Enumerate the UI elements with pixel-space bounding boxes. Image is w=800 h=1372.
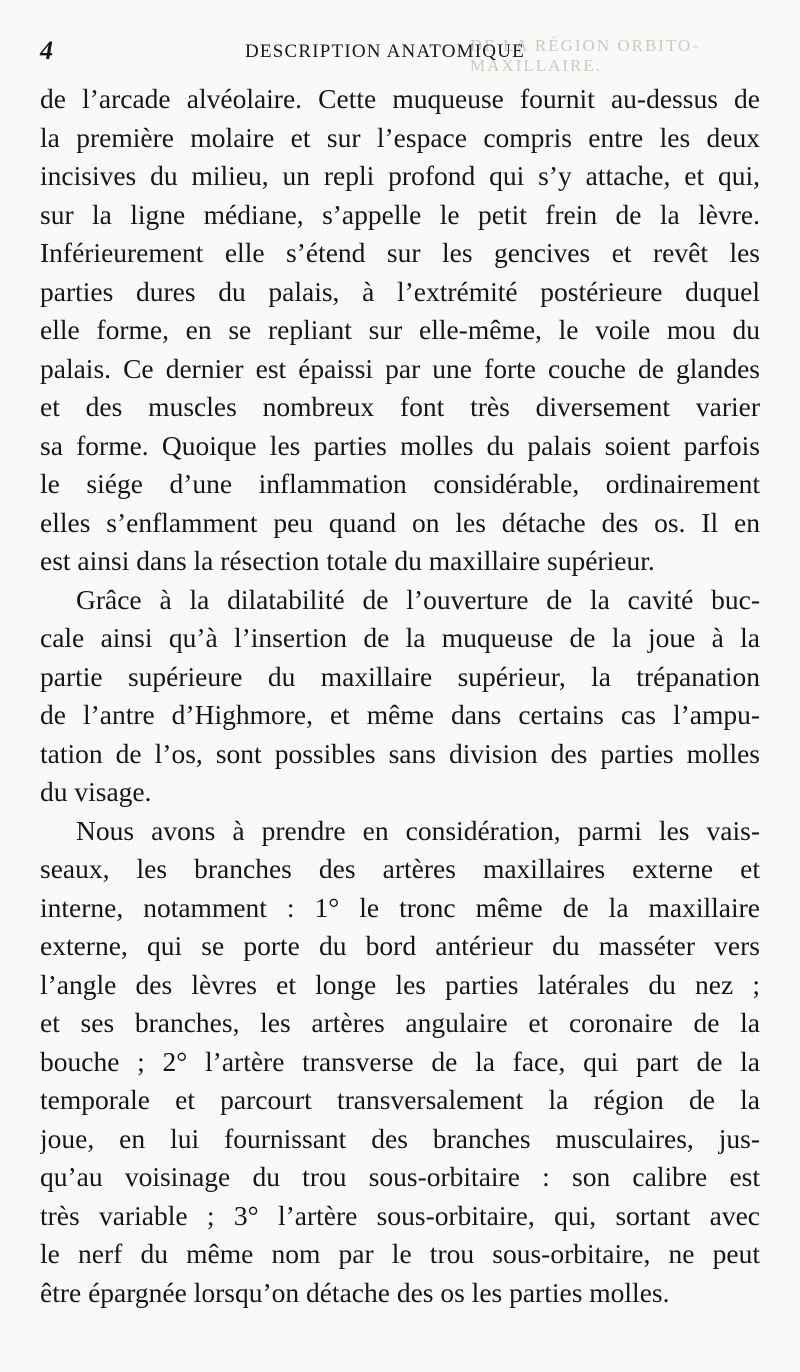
text-line: partie supérieure du maxillaire supérieur, la trépanation xyxy=(40,660,760,692)
text-line: palais. Ce dernier est épaissi par une forte couche de glandes xyxy=(40,352,760,384)
text-line: joue, en lui fournissant des branches musculaires, jus- xyxy=(40,1122,760,1154)
text-line: de l’arcade alvéolaire. Cette muqueuse fournit au-dessus de xyxy=(40,83,760,114)
paragraph-1 xyxy=(40,80,760,581)
text-line: très variable ; 3° l’artère sous-orbitaire, qui, sortant avec xyxy=(40,1199,760,1231)
text-line: temporale et parcourt transversalement la région de la xyxy=(40,1084,760,1115)
text-line: est ainsi dans la résection totale du maxillaire supérieur. xyxy=(40,545,655,576)
text-line: seaux, les branches des artères maxillaires externe et xyxy=(40,853,760,884)
text-line: elles s’enflamment peu quand on les détache des os. Il en xyxy=(40,506,760,538)
text-line: tation de l’os, sont possibles sans division des parties molles xyxy=(40,737,760,769)
text-line: être épargnée lorsqu’on détache des os les parties molles. xyxy=(40,1276,670,1308)
text-line: et ses branches, les artères angulaire et coronaire de la xyxy=(40,1007,760,1038)
bleed-through-text: DE LA RÉGION ORBITO-MAXILLAIRE. xyxy=(470,36,700,75)
text-line: sur la ligne médiane, s’appelle le petit frein de la lèvre. xyxy=(40,198,760,230)
paragraph-3 xyxy=(40,812,760,1313)
text-line: l’angle des lèvres et longe les parties latérales du nez ; xyxy=(40,968,760,1000)
text-line: du visage. xyxy=(40,776,152,807)
page-number: 4 xyxy=(40,36,53,65)
text-line: interne, notamment : 1° le tronc même de la maxillaire xyxy=(40,891,760,923)
text-line: bouche ; 2° l’artère transverse de la face, qui part de la xyxy=(40,1045,760,1077)
paragraph-2 xyxy=(40,581,760,812)
running-title: DESCRIPTION ANATOMIQUE xyxy=(245,41,525,62)
text-line: qu’au voisinage du trou sous-orbitaire : son calibre est xyxy=(40,1161,760,1192)
text-line: parties dures du palais, à l’extrémité postérieure duquel xyxy=(40,275,760,307)
text-line: Nous avons à prendre en considération, parmi les vais- xyxy=(76,814,760,846)
text-line: externe, qui se porte du bord antérieur du masséter vers xyxy=(40,930,760,961)
text-line: la première molaire et sur l’espace compris entre les deux xyxy=(40,121,760,153)
text-line: le nerf du même nom par le trou sous-orbitaire, ne peut xyxy=(40,1238,760,1269)
text-line: Inférieurement elle s’étend sur les gencives et revêt les xyxy=(40,237,760,268)
page-header xyxy=(40,36,760,68)
page-body xyxy=(40,80,760,1312)
text-line: incisives du milieu, un repli profond qui s’y attache, et qui, xyxy=(40,160,760,191)
text-line: cale ainsi qu’à l’insertion de la muqueuse de la joue à la xyxy=(40,622,760,653)
text-line: et des muscles nombreux font très diversement varier xyxy=(40,391,760,422)
text-line: elle forme, en se repliant sur elle-même, le voile mou du xyxy=(40,314,760,345)
text-line: de l’antre d’Highmore, et même dans certains cas l’ampu- xyxy=(40,699,760,730)
text-line: Grâce à la dilatabilité de l’ouverture de la cavité buc- xyxy=(76,583,760,615)
text-line: sa forme. Quoique les parties molles du palais soient parfois xyxy=(40,429,760,461)
text-line: le siége d’une inflammation considérable, ordinairement xyxy=(40,468,760,499)
